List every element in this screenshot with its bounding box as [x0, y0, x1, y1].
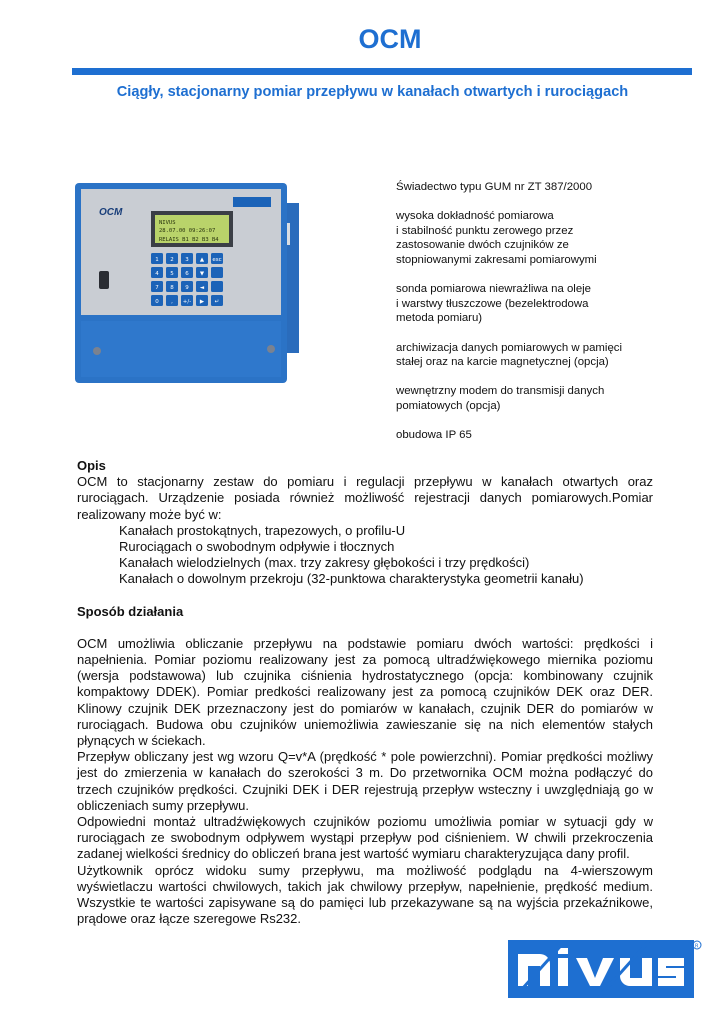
sposob-paragraph: Odpowiedni montaż ultradźwiękowych czujników poziomu umożliwia pomiar w sytuacji gdy w rurociągach ze swobodnym odpływem wystąpi przepływ pod ciśnieniem. W chwili przekroczenia zadanej wielkości średnicy do obliczeń brana jest wartość wymiaru charakteryzująca dany profil.: [77, 814, 653, 862]
device-key-label: 3: [185, 257, 189, 263]
device-logo-badge: [233, 197, 271, 207]
feature-item: wewnętrzny modem do transmisji danych pomiatowych (opcja): [396, 385, 605, 412]
feature-item: obudowa IP 65: [396, 429, 472, 442]
device-key-label: 7: [155, 285, 159, 291]
list-item: Rurociągach o swobodnym odpływie i tłocznych: [119, 539, 395, 555]
ocm-device-image: [75, 183, 300, 383]
svg-text:NIVUS: NIVUS: [159, 220, 176, 226]
nivus-logo: [508, 940, 702, 998]
device-key: [211, 281, 223, 292]
device-key-label: ▲: [199, 257, 205, 263]
list-item: Kanałach o dowolnym przekroju (32-punktowa charakterystyka geometrii kanału): [119, 571, 584, 587]
feature-list: [396, 180, 696, 457]
section-heading-sposob: Sposób działania: [77, 603, 184, 619]
channel-types-list: [77, 523, 653, 588]
device-key-label: 8: [170, 285, 174, 291]
page-subtitle: Ciągły, stacjonarny pomiar przepływu w kanałach otwartych i rurociągach: [116, 84, 629, 100]
device-key-label: ▶: [199, 299, 205, 305]
device-key-label: 4: [155, 271, 159, 277]
list-item: Kanałach wielodzielnych (max. trzy zakresy głębokości i trzy prędkości): [119, 555, 530, 571]
list-item: Kanałach prostokątnych, trapezowych, o profilu-U: [119, 522, 406, 538]
title-divider: [72, 68, 692, 75]
opis-paragraph: OCM to stacjonarny zestaw do pomiaru i regulacji przepływu w kanałach otwartych oraz rurociągach. Urządzenie posiada również możliwość rejestracji danych pomiarowych.Pomiar realizowany może być w:: [77, 474, 653, 522]
device-key-label: ◄: [199, 285, 205, 291]
svg-text:28.07.00 09:26:07: 28.07.00 09:26:07: [159, 228, 216, 234]
device-key: [211, 267, 223, 278]
svg-text:RELAIS B1 B2 B3 B4: RELAIS B1 B2 B3 B4: [159, 237, 219, 243]
page-title: OCM: [358, 24, 422, 54]
feature-item: archiwizacja danych pomiarowych w pamięci stałej oraz na karcie magnetycznej (opcja): [396, 341, 623, 369]
device-key-label: esc: [212, 257, 222, 263]
section-heading-opis: Opis: [77, 458, 106, 473]
sposob-paragraph: Użytkownik oprócz widoku sumy przepływu, ma możliwość podglądu na 4-wierszowym wyświetlaczu wartości chwilowych, takich jak chwilowy przepływ, napełnienie, prędkość medium. Wszystkie te wartości zapisywane są do pamięci lub przekazywane są na wyjścia przekaźnikowe, prądowe oraz łącze szeregowe Rs232.: [77, 862, 653, 927]
feature-item: sonda pomiarowa niewrażliwa na oleje i warstwy tłuszczowe (bezelektrodowa metoda pomiaru): [396, 283, 592, 325]
device-key-label: 5: [170, 271, 174, 277]
device-key-label: 6: [185, 271, 189, 277]
svg-text:R: R: [695, 943, 699, 950]
feature-item: Świadectwo typu GUM nr ZT 387/2000: [396, 181, 593, 193]
main-text: [77, 458, 653, 927]
feature-item: wysoka dokładność pomiarowa i stabilność punktu zerowego przez zastosowanie dwóch czujników ze stopniowanymi zakresami pomiarowymi: [396, 210, 597, 266]
device-key-label: 9: [185, 285, 189, 291]
device-brand-label: OCM: [99, 207, 123, 218]
device-serial-port: [99, 271, 109, 289]
sposob-paragraph: OCM umożliwia obliczanie przepływu na podstawie pomiaru dwóch wartości: prędkości i napełnienia. Pomiar poziomu realizowany jest za pomocą ultradźwiękowego miernika poziomu (wersja podstawowa) lub czujnika ciśnienia hydrostatycznego (opcja: kombinowany czujnik kompaktowy DDEK). Pomiar predkości realizowany jest za pomocą czujników DEK oraz DER. Klinowy czujnik DEK przeznaczony jest do pomiarów w kanałach, czujnik DER do pomiarów w rurociągach. Budowa obu czujników uniemożliwia zawieszanie się na nich elementów stałych płynących w ściekach.: [77, 635, 653, 749]
sposob-paragraph: Przepływ obliczany jest wg wzoru Q=v*A (prędkość * pole powierzchni). Pomiar prędkości możliwy jest do zmierzenia w kanałach do szerokości 3 m. Do przetwornika OCM można podłączyć do trzech czujników prędkości. Czujniki DEK i DER rejestrują przepływ wsteczny i uwzględniają go w obliczeniach sumy przepływu.: [77, 749, 653, 813]
device-key-label: 0: [155, 299, 159, 305]
device-key-label: ,: [171, 299, 173, 305]
device-key-label: +/-: [182, 299, 192, 305]
device-key-label: ↵: [214, 299, 220, 305]
device-key-label: 1: [155, 257, 159, 263]
device-key-label: ▼: [199, 271, 205, 277]
device-key-label: 2: [170, 257, 174, 263]
